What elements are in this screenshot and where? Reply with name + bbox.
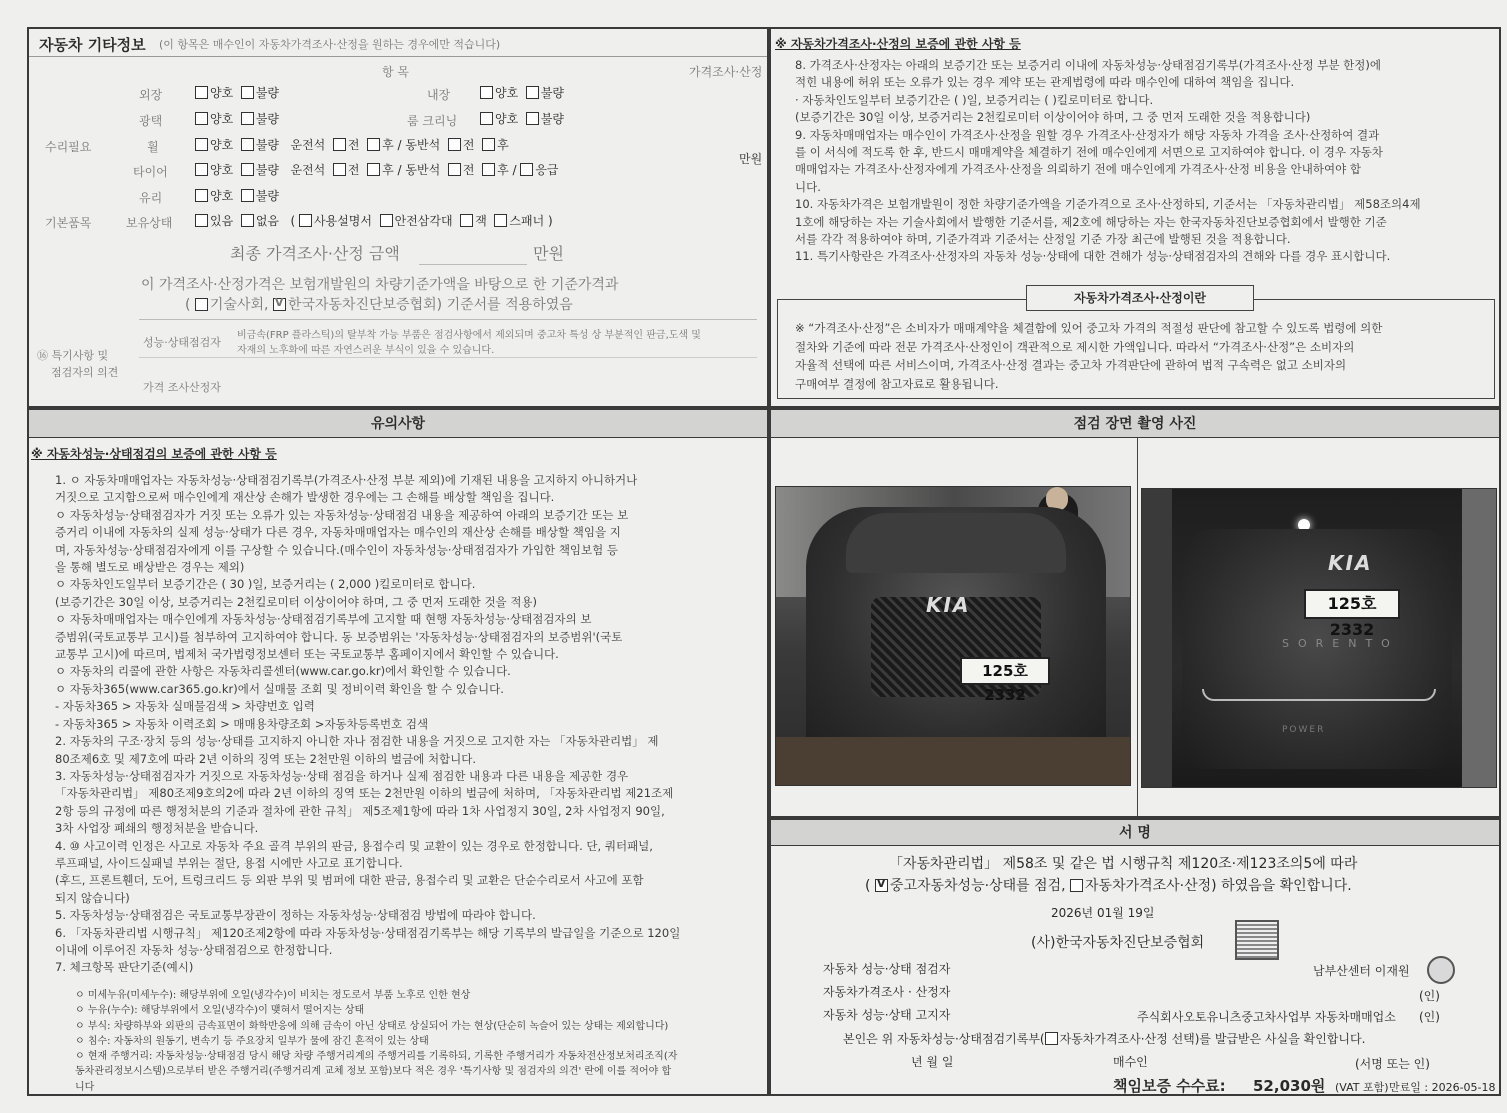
- note-line: 을 통해 별도로 배상받은 경우는 제외): [55, 560, 245, 575]
- have-text: 있음: [210, 214, 234, 228]
- note-line: 3. 자동차성능·상태점검자가 거짓으로 자동차성능·상태 점검을 하거나 실제 점검한 내용과 다른 내용을 제공한 경우: [55, 768, 629, 783]
- opt-good-text: 양호: [495, 86, 519, 100]
- definition-line: 절차와 기준에 따라 전문 가격조사·산정인이 객관적으로 제시한 가액입니다. 따라서 “가격조사·산정”은 소비자의: [795, 339, 1355, 354]
- opt-bad-text: 불량: [540, 86, 565, 100]
- notifier-name: 주식회사오토유니츠중고차사업부 자동차매매업소: [1137, 1010, 1396, 1024]
- wheel-label: 휠: [147, 140, 159, 154]
- front-inspection-photo: [775, 486, 1131, 786]
- note-line: ㅇ 자동차인도일부터 보증기간은 ( 30 )일, 보증거리는 ( 2,000 )킬로미터로 합니다.: [55, 577, 476, 592]
- rear-text: 후: [382, 163, 394, 177]
- jack-checkbox[interactable]: [460, 214, 473, 227]
- photos-header: 점검 장면 촬영 사진: [771, 410, 1499, 438]
- note-line: ㅇ 자동차365(www.car365.go.kr)에서 실매물 조회 및 정비이력 확인을 할 수 있습니다.: [55, 681, 504, 696]
- group-repair-label: 수리필요: [45, 140, 92, 154]
- note-line: 6. 「자동차관리법 시행규칙」 제120조제2항에 따라 자동차성능·상태점검기록부는 해당 기록부의 발급일을 기준으로 120일: [55, 925, 681, 940]
- jack-text: 잭: [475, 214, 487, 228]
- criteria-line: 동차관리정보시스템)으로부터 받은 주행거리(주행거리계 교체 정보 포함)보다 적은 경우 '특기사항 및 점검자의 의견' 란에 이를 적어야 합: [75, 1066, 672, 1078]
- rear-model-badge: SORENTO: [1282, 637, 1399, 650]
- price-appraisal-checkbox[interactable]: [1070, 879, 1083, 892]
- exterior-options: [195, 84, 279, 101]
- opt-good-text: 양호: [210, 112, 234, 126]
- repair-unit: 만원: [739, 152, 763, 166]
- basis-opt2-checkbox[interactable]: [273, 298, 286, 311]
- exterior-bad-checkbox[interactable]: [241, 86, 254, 99]
- none-checkbox[interactable]: [241, 214, 254, 227]
- windshield: [846, 513, 1066, 573]
- signature-section: [769, 818, 1501, 1096]
- definition-line: 자율적 선택에 따른 서비스이며, 가격조사·산정 결과는 중고차 가격판단에 관하여 법적 구속력은 없고 소비자의: [795, 358, 1347, 372]
- price-warranty-item: (보증기간은 30일 이상, 보증거리는 2천킬로미터 이상이어야 하며, 그 중 먼저 도래한 것을 적용합니다): [795, 110, 1311, 125]
- note-line: 5. 자동차성능·상태점검은 국토교통부장관이 정하는 자동차성능·상태점검 방법에 따라야 합니다.: [55, 908, 536, 923]
- buyer-confirm-line: [843, 1030, 1365, 1047]
- rear-text: 후: [497, 138, 509, 152]
- note-line: 증거리 이내에 자동차의 실제 성능·상태가 다른 경우, 자동차매매업자는 매수인의 재산상 손해를 배상할 책임을 지: [55, 525, 621, 540]
- final-amount-label: 최종 가격조사·산정 금액: [230, 244, 400, 263]
- opt-good-text: 양호: [210, 163, 234, 177]
- tire-label: 타이어: [133, 165, 168, 179]
- interior-label: 내장: [427, 88, 451, 102]
- price-warranty-item: 11. 특기사항란은 가격조사·산정자의 자동차 성능·상태에 대한 견해가 성능·상태점검자의 견해와 다를 경우 표시합니다.: [795, 249, 1391, 264]
- rear-text: 후: [382, 138, 394, 152]
- car-info-subtitle: (이 항목은 매수인이 자동차가격조사·산정을 원하는 경우에만 적습니다): [159, 38, 501, 51]
- room-cleaning-good-checkbox[interactable]: [480, 112, 493, 125]
- note-line: 2항 등의 규정에 따른 행정처분의 기준과 절차에 관한 규칙」 제5조제1항에 따라 1차 사업정지 30일, 2차 사업정지 90일,: [55, 803, 665, 818]
- price-warranty-item: 1호에 해당하는 자는 기술사회에서 발행한 기준서를, 제2호에 해당하는 자는 한국자동차진단보증협회에서 발행한 기준: [795, 214, 1387, 229]
- glass-bad-checkbox[interactable]: [241, 189, 254, 202]
- car-info-title: 자동차 기타정보: [39, 36, 146, 54]
- gloss-good-checkbox[interactable]: [195, 112, 208, 125]
- definition-line: ※ “가격조사·산정”은 소비자가 매매계약을 체결함에 있어 중고차 가격의 적절성 판단에 참고할 수 있도록 법령에 의한: [795, 321, 1383, 335]
- front-license-plate: 125호 2332: [960, 657, 1050, 685]
- inspector-name: 남부산센터 이재원: [1313, 964, 1410, 978]
- wheel-bad-checkbox[interactable]: [241, 138, 254, 151]
- note-line: 80조제6호 및 제7호에 따라 2년 이하의 징역 또는 2천만원 이하의 벌금에 처합니다.: [55, 751, 477, 766]
- note-line: - 자동차365 > 자동차 실매물검색 > 차량번호 입력: [55, 699, 315, 714]
- possession-label: 보유상태: [126, 216, 173, 230]
- lift-ramp: [776, 737, 1131, 786]
- note-line: 며, 자동차성능·상태점검자에게 이를 구상할 수 있습니다.(매수인이 자동차성능·상태점검자가 가입한 책임보험 등: [55, 542, 619, 557]
- basis-opt1-checkbox[interactable]: [195, 298, 208, 311]
- criteria-line: ㅇ 현재 주행거리: 자동차성능·상태점검 당시 해당 차량 주행거리계의 주행거리를 기록하되, 기록한 주행거리가 자동차전산정보처리조직(자: [75, 1051, 678, 1063]
- lift-column-right: [1462, 489, 1497, 788]
- interior-bad-checkbox[interactable]: [526, 86, 539, 99]
- front-text: 전: [462, 163, 475, 177]
- opt-bad-text: 불량: [255, 138, 280, 152]
- lift-column-left: [1142, 489, 1172, 788]
- none-text: 없음: [255, 214, 280, 228]
- passenger-seat-text: / 동반석: [397, 163, 441, 177]
- opt-good-text: 양호: [495, 112, 519, 126]
- opt-bad-text: 불량: [255, 163, 280, 177]
- note-line: 3차 사업장 폐쇄의 행정처분을 받습니다.: [55, 821, 259, 836]
- manual-checkbox[interactable]: [299, 214, 312, 227]
- opt-good-text: 양호: [210, 189, 234, 203]
- appraiser-label: 자동차가격조사 · 산정자: [823, 985, 951, 999]
- criteria-line: ㅇ 침수: 자동차의 원동기, 변속기 등 주요장치 일부가 물에 잠긴 흔적이 있는 상태: [75, 1035, 429, 1047]
- front-text: 전: [347, 138, 360, 152]
- tire-driver-front-checkbox[interactable]: [333, 163, 346, 176]
- driver-seat-text: 운전석: [290, 163, 326, 177]
- note-line: (후드, 프론트휀더, 도어, 트렁크리드 등 외판 부위 및 범퍼에 대한 판금, 용접수리 및 교환은 단순수리로서 사고에 포함: [55, 873, 644, 888]
- price-warranty-item: 니다.: [795, 179, 821, 194]
- glass-label: 유리: [139, 191, 163, 205]
- price-appraisal-text: 자동차가격조사·산정) 하였음을 확인합니다.: [1085, 878, 1352, 894]
- price-warranty-item: 매매업자는 가격조사·산정자에게 가격조사·산정을 의뢰하기 전에 매수인에게 가격조사·산정 비용을 안내하여야 합: [795, 162, 1361, 177]
- note-line: 증범위(국토교통부 고시)를 첨부하여 고지하여야 합니다. 동 보증범위는 '자동차성능·상태점검자의 보증범위'(국토: [55, 629, 623, 644]
- final-amount-unit: 만원: [533, 244, 564, 263]
- rear-text: 후: [497, 163, 509, 177]
- note-line: 되지 않습니다): [55, 890, 130, 905]
- title-divider: [29, 56, 767, 57]
- note-line: 루프패널, 사이드실패널 부위는 절단, 용접 시에만 사고로 표기합니다.: [55, 855, 403, 870]
- car-info-section: [27, 27, 769, 408]
- interior-good-checkbox[interactable]: [480, 86, 493, 99]
- criteria-line: ㅇ 누유(누수): 해당부위에서 오일(냉각수)이 맺혀서 떨어지는 상태: [75, 1005, 365, 1017]
- wheel-passenger-front-checkbox[interactable]: [448, 138, 461, 151]
- room-cleaning-bad-checkbox[interactable]: [526, 112, 539, 125]
- glass-options: [195, 187, 279, 204]
- price-warranty-item: 서를 각각 적용하여야 하며, 기준가격과 기준서는 산정일 기준 가장 최근에 발행된 것을 적용합니다.: [795, 232, 1291, 247]
- spanner-checkbox[interactable]: [494, 214, 507, 227]
- basis-opt2-text: 한국자동차진단보증협회) 기준서를 적용하였음: [287, 297, 573, 313]
- fee-label: 책임보증 수수료:: [1113, 1077, 1226, 1095]
- fee-vat: (VAT 포함): [1335, 1081, 1389, 1094]
- special-divider: [139, 319, 757, 320]
- emergency-text: 응급: [535, 163, 559, 177]
- inspector-note-2: 자재의 노후화에 따른 자연스러운 부식이 있을 수 있습니다.: [237, 345, 495, 356]
- criteria-line: 니다: [75, 1081, 95, 1093]
- gloss-label: 광택: [139, 114, 163, 128]
- tire-driver-rear-checkbox[interactable]: [367, 163, 380, 176]
- notes-heading: ※ 자동차성능·상태점검의 보증에 관한 사항 등: [31, 447, 277, 461]
- criteria-line: ㅇ 미세누유(미세누수): 해당부위에 오일(냉각수)이 비치는 정도로서 부품 노후로 인한 현상: [75, 990, 471, 1001]
- opt-good-text: 양호: [210, 138, 234, 152]
- price-warranty-item: 를 이 서식에 적도록 한 후, 반드시 매매계약을 체결하기 전에 매수인에게 서면으로 고지하여야 합니다. 이 경우 자동차: [795, 145, 1383, 160]
- confirm-suffix-text: 자동차가격조사·산정 선택)를 발급받은 사실을 확인합니다.: [1059, 1032, 1366, 1046]
- passenger-seat-text: / 동반석: [397, 138, 441, 152]
- opt-bad-text: 불량: [540, 112, 565, 126]
- tire-options: 양호 불량 운전석 전 후 / 동반석 전 후 / 응급: [195, 161, 559, 178]
- price-warranty-section: [769, 27, 1501, 408]
- interior-options: [480, 84, 564, 101]
- tire-bad-checkbox[interactable]: [241, 163, 254, 176]
- definition-title: 자동차가격조사·산정이란: [1026, 285, 1254, 311]
- exterior-good-checkbox[interactable]: [195, 86, 208, 99]
- buyer-label: 매수인: [1113, 1055, 1148, 1069]
- signature-line-2: ( V중고자동차성능·상태를 점검, 자동차가격조사·산정) 하였음을 확인합니다.: [865, 875, 1352, 895]
- inspector-opinion-label: 성능·상태점검자: [143, 336, 221, 349]
- note-line: (보증기간은 30일 이상, 보증거리는 2천킬로미터 이상이어야 하며, 그 중 먼저 도래한 것을 적용): [55, 594, 538, 609]
- tire-passenger-rear-checkbox[interactable]: [482, 163, 495, 176]
- note-line: ㅇ 자동차의 리콜에 관한 사항은 자동차리콜센터(www.car.go.kr)에서 확인할 수 있습니다.: [55, 664, 511, 679]
- definition-text: [795, 319, 1382, 393]
- note-line: 1. ㅇ 자동차매매업자는 자동차성능·상태점검기록부(가격조사·산정 부분 제외)에 기재된 내용을 고지하지 아니하거나: [55, 473, 638, 487]
- group-basic-label: 기본품목: [45, 216, 92, 230]
- appraiser-divider: [139, 357, 757, 358]
- wheel-driver-front-checkbox[interactable]: [333, 138, 346, 151]
- opt-bad-text: 불량: [255, 86, 280, 100]
- inspector-seal: [1427, 956, 1455, 984]
- tire-passenger-front-checkbox[interactable]: [448, 163, 461, 176]
- price-warranty-item: 적힌 내용에 허위 또는 오류가 있는 경우 계약 또는 관계법령에 따라 매수인에 대하여 책임을 집니다.: [795, 75, 1295, 90]
- triangle-checkbox[interactable]: [380, 214, 393, 227]
- price-warranty-heading: ※ 자동차가격조사·산정의 보증에 관한 사항 등: [775, 37, 1021, 51]
- buyer-date: 년 월 일: [911, 1055, 954, 1069]
- signature-date: 2026년 01월 19일: [1051, 906, 1155, 920]
- special-label-1: ⑯ 특기사항 및: [37, 349, 109, 362]
- inspector-note-1: 비금속(FRP 플라스틱)의 탈부착 가능 부품은 점검사항에서 제외되며 중고차 특성 상 부분적인 판금,도색 및: [237, 330, 701, 341]
- used-car-inspection-checkbox[interactable]: [875, 879, 888, 892]
- opt-good-text: 양호: [210, 86, 234, 100]
- rear-bumper-trim: [1202, 689, 1436, 701]
- notifier-label: 자동차 성능·상태 고지자: [823, 1008, 951, 1022]
- exterior-label: 외장: [139, 88, 163, 102]
- tire-good-checkbox[interactable]: [195, 163, 208, 176]
- used-car-inspection-text: 중고자동차성능·상태를 점검,: [889, 878, 1066, 894]
- fee-expiry: 만료일 : 2026-05-18: [1389, 1081, 1496, 1094]
- photos-section: [769, 408, 1501, 818]
- spanner-text: 스패너 ): [509, 214, 553, 228]
- opt-bad-text: 불량: [255, 189, 280, 203]
- note-line: 교통부 고시)에 따르며, 법제처 국가법령정보센터 또는 국토교통부 홈페이지에서 확인할 수 있습니다.: [55, 647, 559, 662]
- price-warranty-item: 10. 자동차가격은 보험개발원이 정한 차량기준가액을 기준가격으로 조사·산정하되, 기준서는 「자동차관리법」 제58조의4제: [795, 197, 1421, 212]
- front-kia-badge: KIA: [926, 593, 971, 617]
- col-price-header: 가격조사·산정: [689, 65, 763, 79]
- confirm-prefix-text: 본인은 위 자동차성능·상태점검기록부(: [843, 1032, 1045, 1046]
- definition-line: 구매여부 결정에 참고자료로 활용됩니다.: [795, 376, 999, 391]
- final-amount-field[interactable]: [419, 242, 527, 265]
- buyer-signature: (서명 또는 인): [1355, 1057, 1430, 1071]
- opt-bad-text: 불량: [255, 112, 280, 126]
- room-cleaning-options: [480, 110, 564, 127]
- rear-license-plate: 125호 2332: [1304, 589, 1400, 619]
- wheel-driver-rear-checkbox[interactable]: [367, 138, 380, 151]
- gloss-options: [195, 110, 279, 127]
- front-text: 전: [462, 138, 475, 152]
- note-line: 거짓으로 고지함으로써 매수인에게 재산상 손해가 발생한 경우에는 그 손해를 배상할 책임을 집니다.: [55, 490, 555, 505]
- note-line: ㅇ 자동차성능·상태점검자가 거짓 또는 오류가 있는 자동차성능·상태점검 내용을 제공하여 아래의 보증기간 또는 보: [55, 507, 629, 522]
- rear-kia-badge: KIA: [1328, 551, 1373, 575]
- rear-inspection-photo: [1141, 488, 1497, 788]
- signature-line-1: 「자동차관리법」 제58조 및 같은 법 시행규칙 제120조·제123조의5에 따라: [889, 856, 1358, 872]
- note-line: 4. ⑩ 사고이력 인정은 사고로 자동차 주요 골격 부위의 판금, 용접수리 및 교환이 있는 경우로 한정합니다. 단, 쿼터패널,: [55, 838, 653, 853]
- note-line: 「자동차관리법」 제80조제9호의2에 따라 2년 이하의 징역 또는 2천만원 이하의 벌금에 처하며, 「자동차관리법 제21조제: [55, 786, 674, 801]
- note-line: 7. 체크항목 판단기준(예시): [55, 960, 194, 975]
- appraiser-opinion-label: 가격 조사산정자: [143, 381, 221, 394]
- basis-opt1-text: 기술사회,: [209, 297, 269, 313]
- association-seal: [1235, 920, 1279, 960]
- association-name: (사)한국자동차진단보증협회: [1031, 935, 1205, 951]
- price-warranty-item: 8. 가격조사·산정자는 아래의 보증기간 또는 보증거리 이내에 자동차성능·상태점검기록부(가격조사·산정 부분 한정)에: [795, 58, 1381, 72]
- price-warranty-item: 9. 자동차매매업자는 매수인이 가격조사·산정을 원할 경우 가격조사·산정자가 해당 자동차 가격을 조사·산정하여 결과: [795, 127, 1380, 142]
- manual-text: 사용설명서: [313, 214, 372, 228]
- notifier-seal: (인): [1419, 1010, 1440, 1024]
- buyer-price-appraisal-checkbox[interactable]: [1045, 1032, 1058, 1045]
- wheel-good-checkbox[interactable]: [195, 138, 208, 151]
- price-warranty-list: [795, 57, 1421, 266]
- front-text: 전: [347, 163, 360, 177]
- tire-emergency-checkbox[interactable]: [520, 163, 533, 176]
- fee-value: 52,030원: [1253, 1077, 1326, 1095]
- gloss-bad-checkbox[interactable]: [241, 112, 254, 125]
- signature-header: 서 명: [771, 820, 1499, 846]
- triangle-text: 안전삼각대: [394, 214, 453, 228]
- room-cleaning-label: 룸 크리닝: [407, 114, 458, 128]
- notes-list: [55, 472, 680, 977]
- wheel-options: [195, 136, 509, 153]
- inspector-label: 자동차 성능·상태 점검자: [823, 962, 951, 976]
- basis-line-2: ( 기술사회, V 한국자동차진단보증협회) 기준서를 적용하였음: [185, 294, 573, 314]
- appraiser-seal: (인): [1419, 989, 1440, 1003]
- notes-criteria-list: [75, 988, 677, 1095]
- price-warranty-item: · 자동차인도일부터 보증기간은 ( )일, 보증거리는 ( )킬로미터로 합니다.: [795, 92, 1154, 107]
- criteria-line: ㅇ 부식: 차량하부와 외판의 금속표면이 화학반응에 의해 금속이 아닌 상태로 상실되어 가는 현상(단순히 녹슬어 있는 상태는 제외합니다): [75, 1020, 669, 1032]
- wheel-passenger-rear-checkbox[interactable]: [482, 138, 495, 151]
- photos-divider: [1137, 438, 1138, 816]
- note-line: - 자동차365 > 자동차 이력조회 > 매매용차량조회 >자동차등록번호 검색: [55, 716, 429, 731]
- basis-line-1: 이 가격조사·산정가격은 보험개발원의 차량기준가액을 바탕으로 한 기준가격과: [141, 277, 619, 293]
- glass-good-checkbox[interactable]: [195, 189, 208, 202]
- note-line: 이내에 이루어진 자동차 성능·상태점검으로 한정합니다.: [55, 942, 333, 957]
- have-checkbox[interactable]: [195, 214, 208, 227]
- driver-seat-text: 운전석: [290, 138, 326, 152]
- special-label-2: 점검자의 의견: [51, 366, 119, 379]
- col-item-header: 항 목: [382, 65, 409, 79]
- notes-section: [27, 408, 769, 1096]
- notes-header: 유의사항: [29, 410, 767, 438]
- possession-options: 있음 없음 ( 사용설명서 안전삼각대 잭 스패너 ): [195, 212, 553, 229]
- note-line: 2. 자동차의 구조·장치 등의 성능·상태를 고지하지 아니한 자나 점검한 내용을 거짓으로 고지한 자는 「자동차관리법」 제: [55, 734, 659, 749]
- note-line: ㅇ 자동차매매업자는 매수인에게 자동차성능·상태점검기록부에 고지할 때 현행 자동차성능·상태점검자의 보: [55, 612, 592, 627]
- rear-bumper-label: POWER: [1282, 725, 1326, 735]
